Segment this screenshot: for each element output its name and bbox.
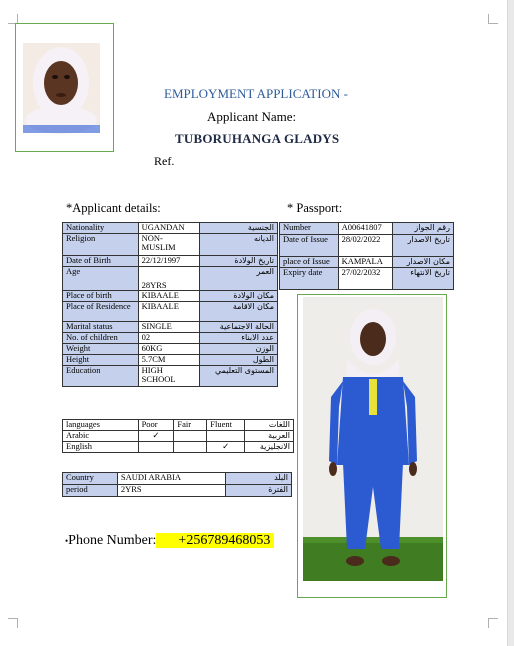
row-value: 28YRS: [138, 267, 200, 291]
row-label: Date of Birth: [63, 256, 139, 267]
row-label: Nationality: [63, 223, 139, 234]
check-mark: ✓: [207, 442, 245, 453]
row-arabic-label: المستوى التعليمي: [200, 366, 278, 387]
table-row: [280, 223, 454, 235]
table-row: [63, 485, 292, 497]
row-label: Arabic: [63, 431, 139, 442]
row-value: NON-MUSLIM: [138, 234, 200, 256]
row-label: Religion: [63, 234, 139, 256]
row-arabic-label: الحالة الاجتماعية: [200, 322, 278, 333]
bullet: •: [65, 536, 69, 546]
margin-corner-mark: [488, 14, 498, 24]
row-label: Expiry date: [280, 268, 339, 290]
row-value: 27/02/2032: [338, 268, 393, 290]
table-row: [63, 442, 294, 453]
passport-heading: * Passport:: [287, 201, 343, 215]
table-row: [63, 431, 294, 442]
row-label: Place of birth: [63, 291, 139, 302]
table-row: [63, 420, 294, 431]
table-row: [280, 235, 454, 257]
table-row: [63, 234, 278, 256]
row-label: No. of children: [63, 333, 139, 344]
row-arabic-label: مكان الاقامة: [200, 302, 278, 322]
row-arabic-label: عدد الابناء: [200, 333, 278, 344]
row-value: SAUDI ARABIA: [117, 473, 225, 485]
table-row: [63, 322, 278, 333]
full-body-photo-frame: [297, 294, 447, 598]
row-value: 02: [138, 333, 200, 344]
full-body-photo: [303, 297, 443, 581]
phone-number: +256789468053: [156, 533, 274, 548]
experience-table: [62, 472, 292, 497]
row-arabic-label: رقم الجواز: [393, 223, 454, 235]
row-value: 22/12/1997: [138, 256, 200, 267]
languages-header: languages: [63, 420, 139, 431]
document-heading: EMPLOYMENT APPLICATION -: [164, 86, 348, 101]
row-value: KAMPALA: [338, 257, 393, 268]
row-label: English: [63, 442, 139, 453]
phone-label: Phone Number:: [68, 533, 157, 548]
row-arabic-label: تاريخ الانتهاء: [393, 268, 454, 290]
row-value: A00641807: [338, 223, 393, 235]
applicant-full-name: TUBORUHANGA GLADYS: [175, 131, 340, 146]
applicant-details-table: [62, 222, 278, 387]
row-value: SINGLE: [138, 322, 200, 333]
row-label: Age: [63, 267, 139, 291]
row-label: place of Issue: [280, 257, 339, 268]
margin-corner-mark: [488, 618, 498, 628]
row-label: period: [63, 485, 118, 497]
portrait-photo-frame: [15, 23, 114, 152]
applicant-name-label: Applicant Name:: [207, 109, 297, 124]
row-label: Marital status: [63, 322, 139, 333]
phone-line: [65, 533, 274, 549]
row-label: Place of Residence: [63, 302, 139, 322]
row-value: 60KG: [138, 344, 200, 355]
table-row: [63, 355, 278, 366]
row-label: Weight: [63, 344, 139, 355]
table-row: [63, 366, 278, 387]
row-value: 5.7CM: [138, 355, 200, 366]
table-row: [63, 267, 278, 291]
row-arabic-label: اللغات: [245, 420, 294, 431]
margin-corner-mark: [8, 618, 18, 628]
row-label: Education: [63, 366, 139, 387]
poor-header: Poor: [138, 420, 174, 431]
row-arabic-label: مكان الاصدار: [393, 257, 454, 268]
row-label: Date of Issue: [280, 235, 339, 257]
row-arabic-label: العربية: [245, 431, 294, 442]
row-value: HIGH SCHOOL: [138, 366, 200, 387]
row-value: 2YRS: [117, 485, 225, 497]
row-arabic-label: تاريخ الولادة: [200, 256, 278, 267]
check-mark: [138, 442, 174, 453]
table-row: [63, 333, 278, 344]
table-row: [63, 344, 278, 355]
row-value: 28/02/2022: [338, 235, 393, 257]
row-value: KIBAALE: [138, 302, 200, 322]
row-label: Number: [280, 223, 339, 235]
row-value: KIBAALE: [138, 291, 200, 302]
applicant-details-heading: *Applicant details:: [66, 201, 161, 215]
row-arabic-label: مكان الولادة: [200, 291, 278, 302]
row-arabic-label: الفترة: [226, 485, 292, 497]
check-mark: [207, 431, 245, 442]
row-arabic-label: الجنسية: [200, 223, 278, 234]
row-arabic-label: الديانه: [200, 234, 278, 256]
ref-label: Ref.: [154, 154, 175, 168]
check-mark: [174, 442, 207, 453]
table-row: [280, 268, 454, 290]
row-arabic-label: الوزن: [200, 344, 278, 355]
row-arabic-label: البلد: [226, 473, 292, 485]
fluent-header: Fluent: [207, 420, 245, 431]
scrollbar-track[interactable]: [508, 0, 514, 646]
row-value: UGANDAN: [138, 223, 200, 234]
passport-table: [279, 222, 454, 290]
row-arabic-label: تاريخ الاصدار: [393, 235, 454, 257]
check-mark: [174, 431, 207, 442]
portrait-photo: [17, 25, 114, 152]
table-row: [63, 223, 278, 234]
row-arabic-label: الانجليزية: [245, 442, 294, 453]
row-arabic-label: الطول: [200, 355, 278, 366]
table-row: [280, 257, 454, 268]
fair-header: Fair: [174, 420, 207, 431]
table-row: [63, 473, 292, 485]
row-arabic-label: العمر: [200, 267, 278, 291]
check-mark: ✓: [138, 431, 174, 442]
table-row: [63, 291, 278, 302]
row-label: Height: [63, 355, 139, 366]
languages-table: [62, 419, 294, 453]
table-row: [63, 256, 278, 267]
table-row: [63, 302, 278, 322]
row-label: Country: [63, 473, 118, 485]
